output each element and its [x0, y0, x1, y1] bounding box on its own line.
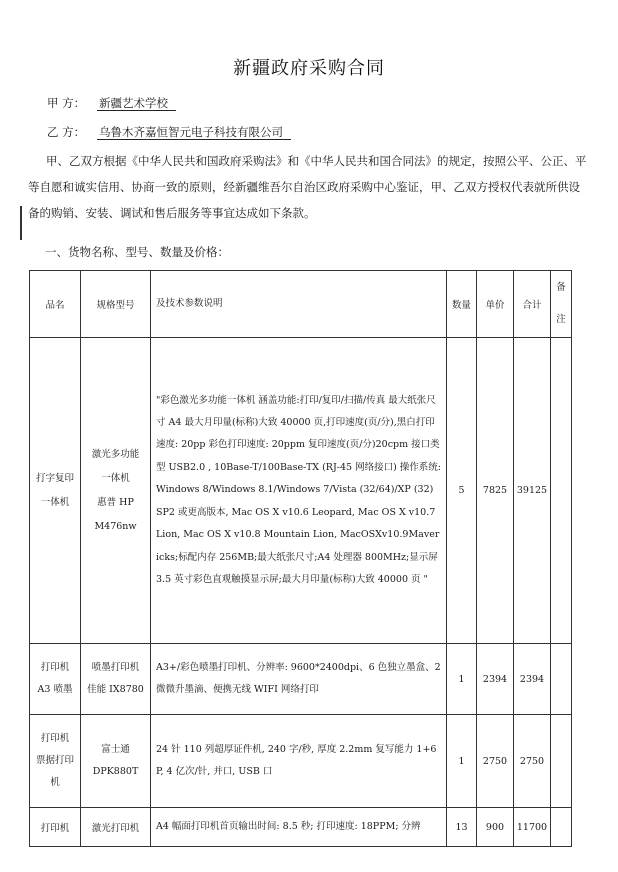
row-1-model-line-4: M476nw: [94, 520, 137, 532]
header-qty: 数量: [447, 271, 477, 338]
row-1-model: [81, 338, 151, 644]
row-1-qty: 5: [447, 338, 477, 644]
table-row: [30, 338, 572, 644]
goods-table: [29, 270, 572, 847]
header-price: 单价: [477, 271, 514, 338]
row-4-spec: A4 幅面打印机首页输出时间: 8.5 秒; 打印速度: 18PPM; 分辨: [151, 808, 447, 847]
party-b-value: 乌鲁木齐嘉恒智元电子科技有限公司: [97, 125, 291, 140]
row-4-model: 激光打印机: [81, 808, 151, 847]
row-1-name-line-2: 一体机: [40, 496, 70, 508]
party-b-label: 乙 方：: [47, 125, 86, 139]
row-2-note: [551, 644, 572, 715]
row-2-spec: A3+/彩色喷墨打印机、分辨率: 9600*2400dpi、6 色独立墨盒、2 微微升墨滴、便携无线 WIFI 网络打印: [151, 644, 447, 715]
row-3-total: 2750: [514, 715, 551, 808]
row-3-model-line-2: DPK880T: [92, 766, 139, 777]
row-3-name-line-1: 打印机: [40, 733, 70, 744]
row-1-total: 39125: [514, 338, 551, 644]
row-2-name: [30, 644, 81, 715]
header-note: [551, 271, 572, 338]
table-row: [30, 808, 572, 847]
document-title: 新疆政府采购合同: [233, 58, 385, 79]
party-a-label: 甲 方：: [47, 96, 86, 110]
header-note-2: 注: [556, 314, 566, 325]
row-3-qty: 1: [447, 715, 477, 808]
margin-mark: [20, 206, 22, 240]
row-1-note: [551, 338, 572, 644]
header-spec: 及技术参数说明: [151, 271, 447, 338]
table-row: [30, 644, 572, 715]
row-1-name-line-1: 打字复印: [35, 472, 74, 484]
row-2-qty: 1: [447, 644, 477, 715]
party-a-line: [47, 95, 176, 111]
row-2-name-line-1: 打印机: [40, 662, 70, 673]
row-2-model-line-1: 喷墨打印机: [91, 662, 140, 673]
header-model: 规格型号: [81, 271, 151, 338]
row-1-price: 7825: [477, 338, 514, 644]
header-total: 合计: [514, 271, 551, 338]
party-b-line: [47, 124, 291, 140]
row-2-price: 2394: [477, 644, 514, 715]
row-1-model-line-2: 一体机: [101, 472, 130, 484]
row-2-total: 2394: [514, 644, 551, 715]
table-row: [30, 715, 572, 808]
row-3-name-line-2: 票据打印: [35, 755, 74, 766]
row-1-model-line-1: 激光多功能: [91, 448, 140, 460]
row-3-name-line-3: 机: [50, 777, 60, 788]
section-heading-1: 一、货物名称、型号、数量及价格：: [45, 245, 229, 259]
row-2-model: [81, 644, 151, 715]
row-3-model-line-1: 富士通: [101, 744, 130, 755]
party-a-value: 新疆艺术学校: [97, 96, 176, 111]
row-4-name: 打印机: [30, 808, 81, 847]
row-3-price: 2750: [477, 715, 514, 808]
row-2-model-line-2: 佳能 IX8780: [87, 684, 144, 695]
row-4-total: 11700: [514, 808, 551, 847]
header-note-1: 备: [556, 282, 566, 293]
row-1-model-line-3: 惠普 HP: [97, 496, 134, 508]
row-3-model: [81, 715, 151, 808]
row-1-name: [30, 338, 81, 644]
header-name: 品名: [30, 271, 81, 338]
row-4-qty: 13: [447, 808, 477, 847]
row-3-note: [551, 715, 572, 808]
row-4-note: [551, 808, 572, 847]
row-2-name-line-2: A3 喷墨: [37, 684, 73, 695]
row-4-price: 900: [477, 808, 514, 847]
row-3-spec: 24 针 110 列超厚证件机, 240 字/秒, 厚度 2.2mm 复写能力 1+6P, 4 亿次/针, 并口, USB 口: [151, 715, 447, 808]
table-header-row: [30, 271, 572, 338]
row-1-spec: "彩色激光多功能一体机 涵盖功能:打印/复印/扫描/传真 最大纸张尺寸 A4 最大月印量(标称)大致 40000 页,打印速度(页/分),黑白打印速度: 20pp 彩色打印速度: 20ppm 复印速度(页/分)20cpm 接口类型 USB2.0 , 10Base-T/100Base-TX (RJ-45 网络接口) 操作系统:Windows 8/Windows 8.1/Windows 7/Vista (32/64)/XP (32) SP2 或更高版本, Mac OS X v10.6 Leopard, Mac OS X v10.7 Lion, Mac OS X v10.8 Mountain Lion, MacOSXv10.9Mavericks;标配内存 256MB;最大纸张尺寸;A4 处理器 800MHz;显示屏 3.5 英寸彩色直观触摸显示屏;最大月印量(标称)大致 40000 页 ": [151, 338, 447, 644]
row-3-name: [30, 715, 81, 808]
intro-paragraph: 甲、乙双方根据《中华人民共和国政府采购法》和《中华人民共和国合同法》的规定，按照公平、公正、平等自愿和诚实信用、协商一致的原则，经新疆维吾尔自治区政府采购中心鉴证，甲、乙双方授权代表就所供设备的购销、安装、调试和售后服务等事宜达成如下条款。: [28, 154, 587, 220]
